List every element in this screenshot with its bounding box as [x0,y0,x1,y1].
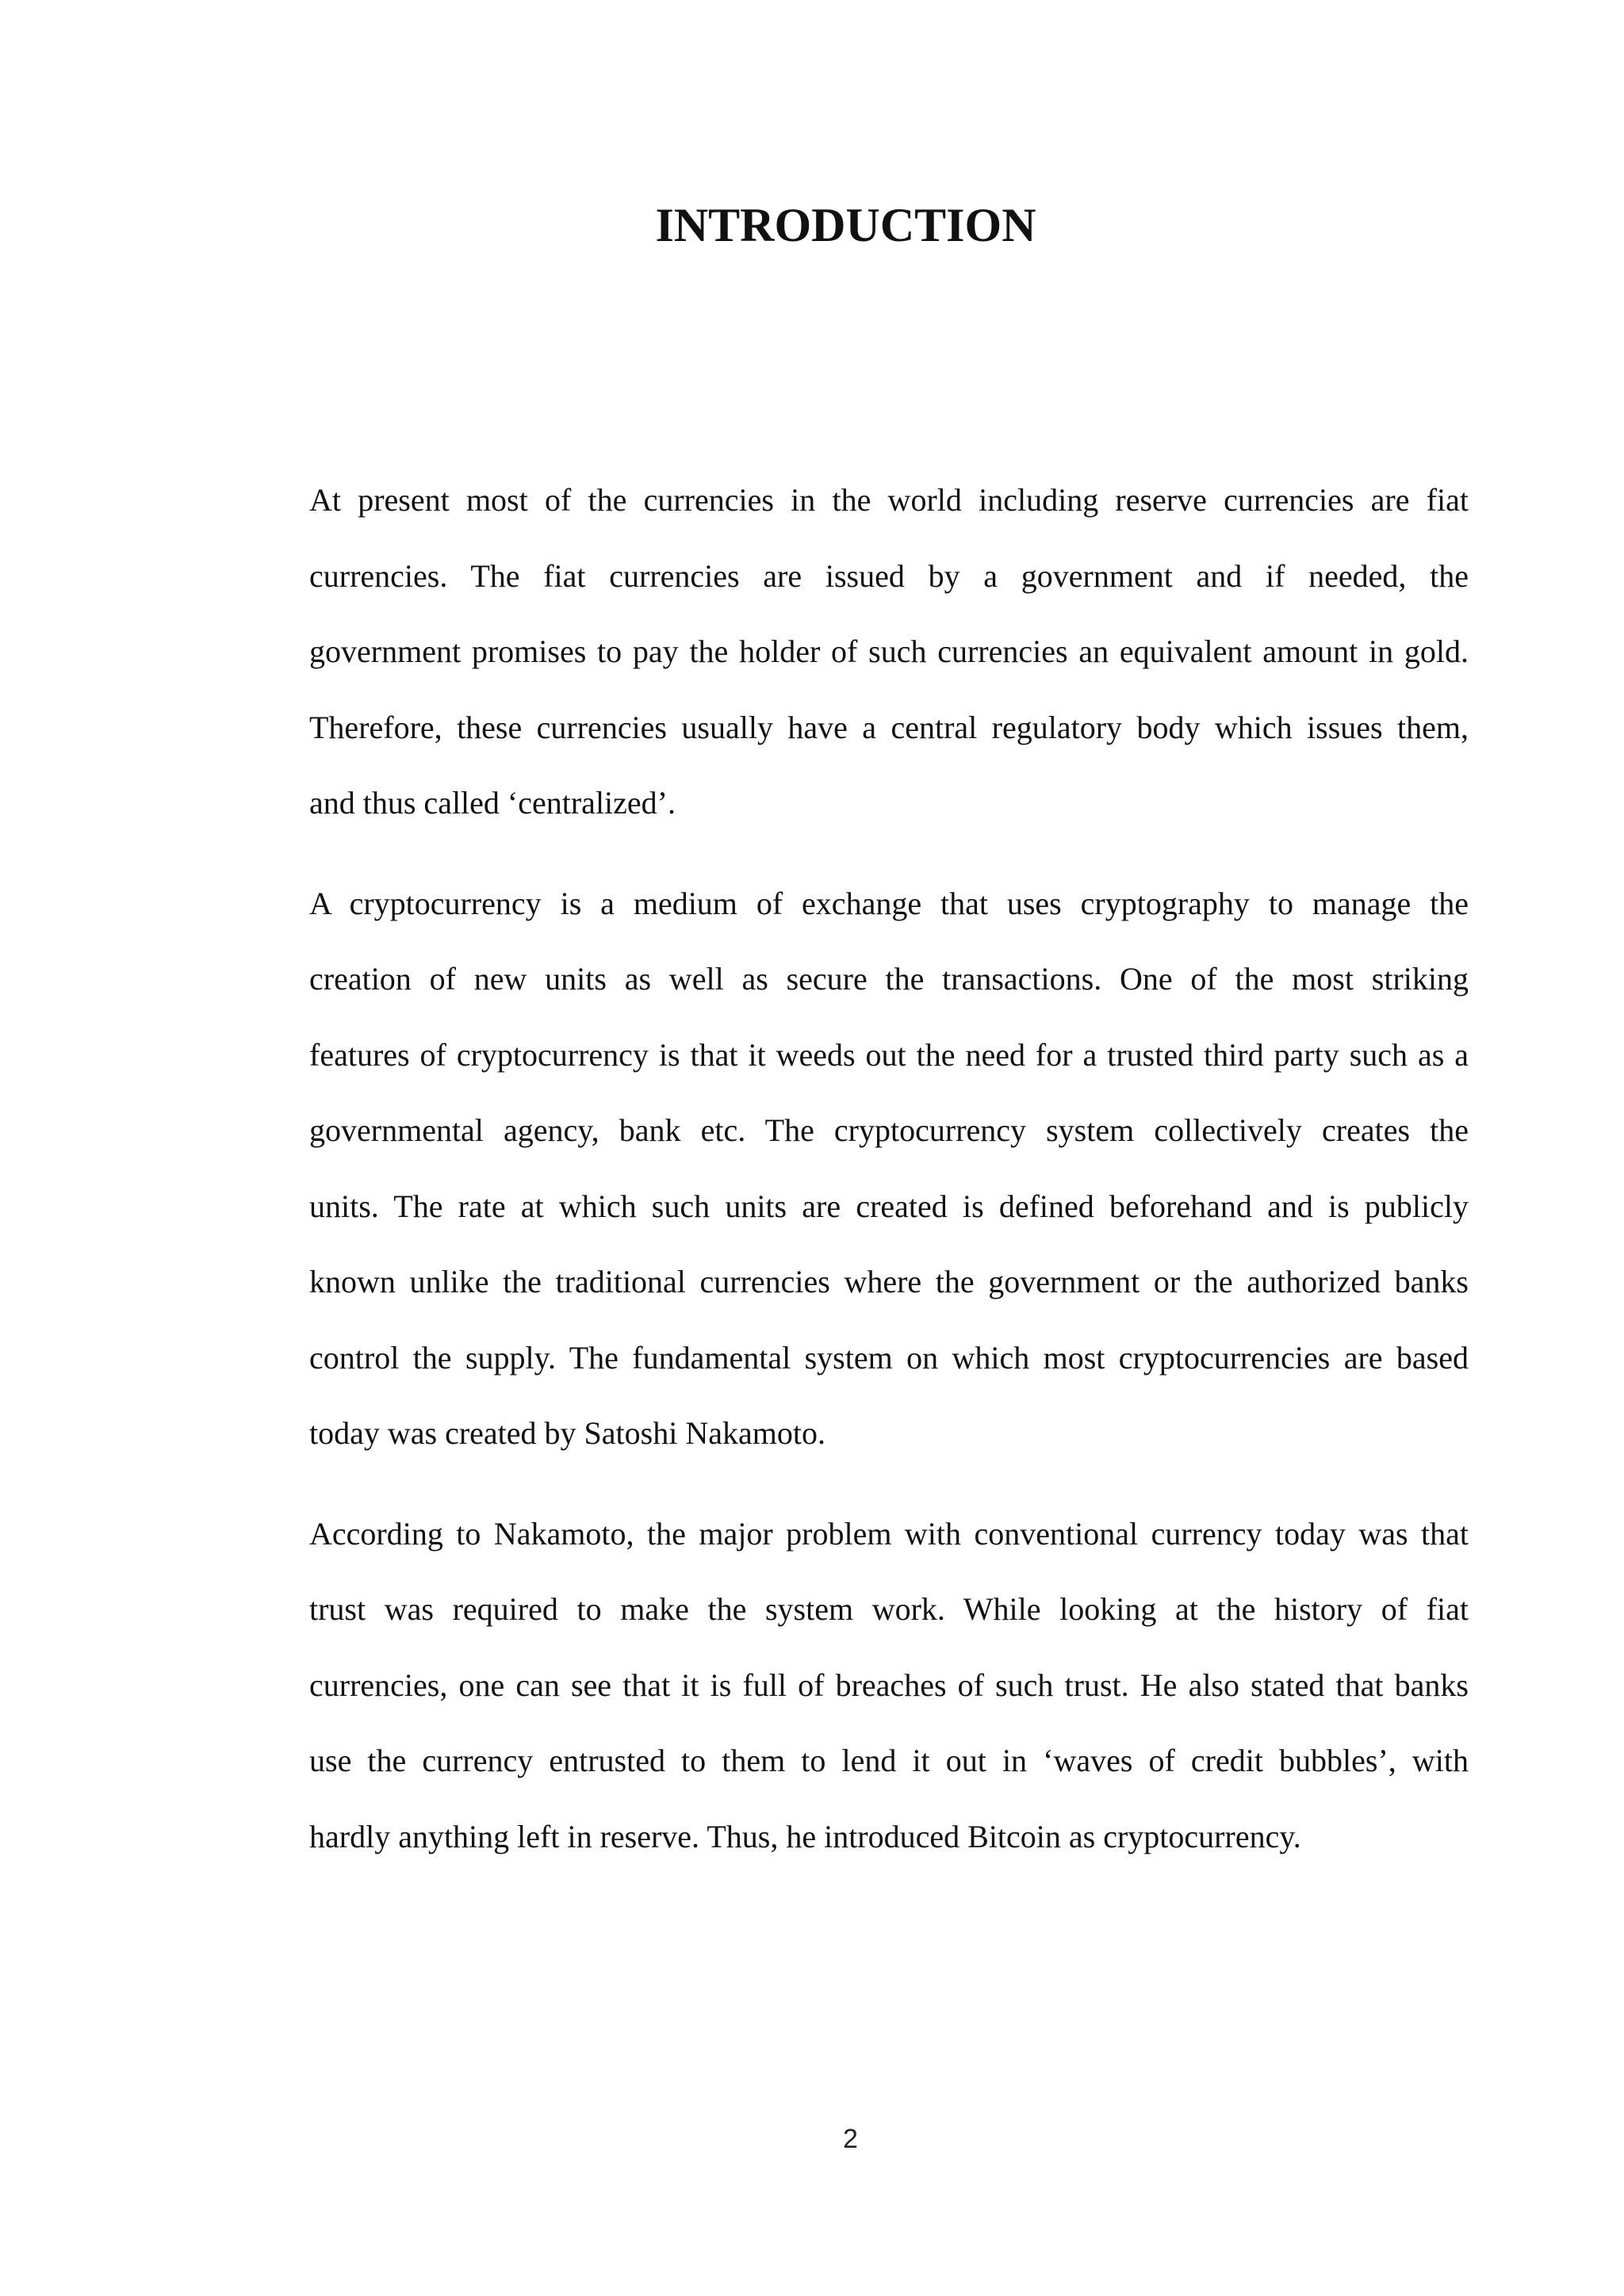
text-line: features of cryptocurrency is that it weeds out the need for a trusted third party such as a [309,1036,1469,1073]
text-line: creation of new units as well as secure the transactions. One of the most striking [309,961,1469,997]
text-line: known unlike the traditional currencies where the government or the authorized banks [309,1264,1469,1299]
text-line: hardly anything left in reserve. Thus, he introduced Bitcoin as cryptocurrency. [309,1818,1301,1854]
text-line: governmental agency, bank etc. The cryptocurrency system collectively creates the [309,1112,1469,1148]
text-line: and thus called ‘centralized’. [309,785,676,821]
text-line: today was created by Satoshi Nakamoto. [309,1415,825,1451]
text-line: A cryptocurrency is a medium of exchange that uses cryptography to manage the [309,885,1469,921]
page-number: 2 [843,2124,858,2154]
paragraph-3 [309,1496,1469,1875]
text-line: At present most of the currencies in the world including reserve currencies are fiat [309,482,1469,518]
text-line: trust was required to make the system work. While looking at the history of fiat [309,1591,1469,1627]
text-line: units. The rate at which such units are created is defined beforehand and is publicly [309,1188,1469,1224]
text-line: Therefore, these currencies usually have a central regulatory body which issues them, [309,709,1469,745]
text-line: government promises to pay the holder of such currencies an equivalent amount in gold. [309,633,1469,669]
page-title: INTRODUCTION [655,199,1036,251]
text-line: use the currency entrusted to them to lend it out in ‘waves of credit bubbles’, with [309,1743,1469,1778]
text-line: control the supply. The fundamental system on which most cryptocurrencies are based [309,1339,1469,1376]
text-line: currencies. The fiat currencies are issued by a government and if needed, the [309,557,1469,594]
paragraph-1 [309,462,1469,841]
text-line: currencies, one can see that it is full of breaches of such trust. He also stated that banks [309,1667,1469,1703]
text-line: According to Nakamoto, the major problem with conventional currency today was that [309,1515,1469,1552]
paragraph-2 [309,866,1469,1471]
body-text [309,462,1469,1874]
